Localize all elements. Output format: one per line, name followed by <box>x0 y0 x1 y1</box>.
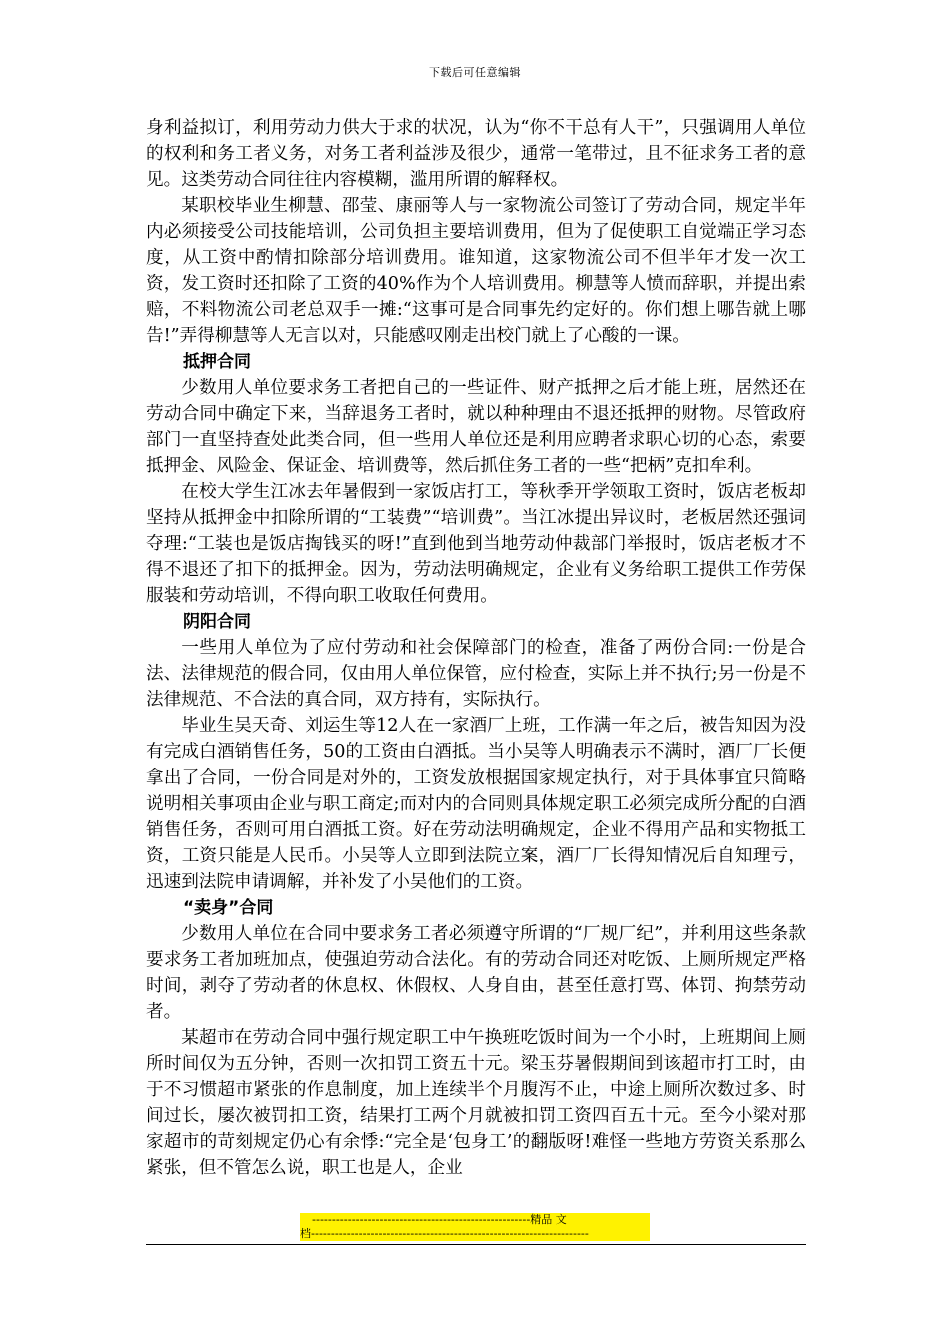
paragraph: 某超市在劳动合同中强行规定职工中午换班吃饭时间为一个小时，上班期间上厕所时间仅为五分钟，否则一次扣罚工资五十元。梁玉芬暑假期间到该超市打工时，由于不习惯超市紧张的作息制度，加上连续半个月腹泻不止，中途上厕所次数过多、时间过长，屡次被罚扣工资，结果打工两个月就被扣罚工资四百五十元。至今小梁对那家超市的苛刻规定仍心有余悸:“完全是‘包身工’的翻版呀!难怪一些地方劳资关系那么紧张，但不管怎么说，职工也是人，企业 <box>146 1028 806 1178</box>
paragraph: 某职校毕业生柳慧、邵莹、康丽等人与一家物流公司签订了劳动合同，规定半年内必须接受公司技能培训，公司负担主要培训费用，但为了促使职工自觉端正学习态度，从工资中酌情扣除部分培训费用。谁知道，这家物流公司不但半年才发一次工资，发工资时还扣除了工资的40%作为个人培训费用。柳慧等人愤而辞职，并提出索赔，不料物流公司老总双手一摊:“这事可是合同事先约定好的。你们想上哪告就上哪告!”弄得柳慧等人无言以对，只能感叹刚走出校门就上了心酸的一课。 <box>146 196 806 346</box>
document-body <box>146 115 806 1181</box>
paragraph: 在校大学生江冰去年暑假到一家饭店打工，等秋季开学领取工资时，饭店老板却坚持从抵押金中扣除所谓的“工装费”“培训费”。当江冰提出异议时，老板居然还强词夺理:“工装也是饭店掏钱买的呀!”直到他到当地劳动仲裁部门举报时，饭店老板才不得不退还了扣下的抵押金。因为，劳动法明确规定，企业有义务给职工提供工作劳保服装和劳动培训，不得向职工收取任何费用。 <box>146 482 806 606</box>
paragraph: 身利益拟订，利用劳动力供大于求的状况，认为“你不干总有人干”，只强调用人单位的权利和务工者义务，对务工者利益涉及很少，通常一笔带过，且不征求务工者的意见。这类劳动合同往往内容模糊，滥用所谓的解释权。 <box>146 118 806 190</box>
paragraph: 一些用人单位为了应付劳动和社会保障部门的检查，准备了两份合同:一份是合法、法律规范的假合同，仅由用人单位保管，应付检查，实际上并不执行;另一份是不法律规范、不合法的真合同，双方持有，实际执行。 <box>146 638 806 710</box>
footer-line: 档---------------------------------------------------------------------- <box>300 1227 589 1240</box>
section-heading-yin-yang-contract: 阴阳合同 <box>183 612 251 632</box>
paragraph: 毕业生吴天奇、刘运生等12人在一家酒厂上班，工作满一年之后，被告知因为没有完成白酒销售任务，50的工资由白酒抵。当小吴等人明确表示不满时，酒厂厂长便拿出了合同，一份合同是对外的，工资发放根据国家规定执行，对于具体事宜只简略说明相关事项由企业与职工商定;而对内的合同则具体规定职工必须完成所分配的白酒销售任务，否则可用白酒抵工资。好在劳动法明确规定，企业不得用产品和实物抵工资，工资只能是人民币。小吴等人立即到法院立案，酒厂厂长得知情况后自知理亏，迅速到法院申请调解，并补发了小吴他们的工资。 <box>146 716 806 892</box>
section-heading-selling-oneself-contract: “卖身”合同 <box>183 898 274 918</box>
page-header: 下载后可任意编辑 <box>429 66 521 79</box>
paragraph: 少数用人单位在合同中要求务工者必须遵守所谓的“厂规厂纪”，并利用这些条款要求务工者加班加点，使强迫劳动合法化。有的劳动合同还对吃饭、上厕所规定严格时间，剥夺了劳动者的休息权、休假权、人身自由，甚至任意打骂、体罚、拘禁劳动者。 <box>146 924 806 1022</box>
footer-highlight <box>300 1213 650 1241</box>
footer-divider <box>146 1244 806 1245</box>
paragraph: 少数用人单位要求务工者把自己的一些证件、财产抵押之后才能上班，居然还在劳动合同中确定下来，当辞退务工者时，就以种种理由不退还抵押的财物。尽管政府部门一直坚持查处此类合同，但一些用人单位还是利用应聘者求职心切的心态，索要抵押金、风险金、保证金、培训费等，然后抓住务工者的一些“把柄”克扣牟利。 <box>146 378 806 476</box>
footer-line: -------------------------------------------------------精品 文 <box>312 1213 567 1226</box>
section-heading-mortgage-contract: 抵押合同 <box>183 352 251 372</box>
